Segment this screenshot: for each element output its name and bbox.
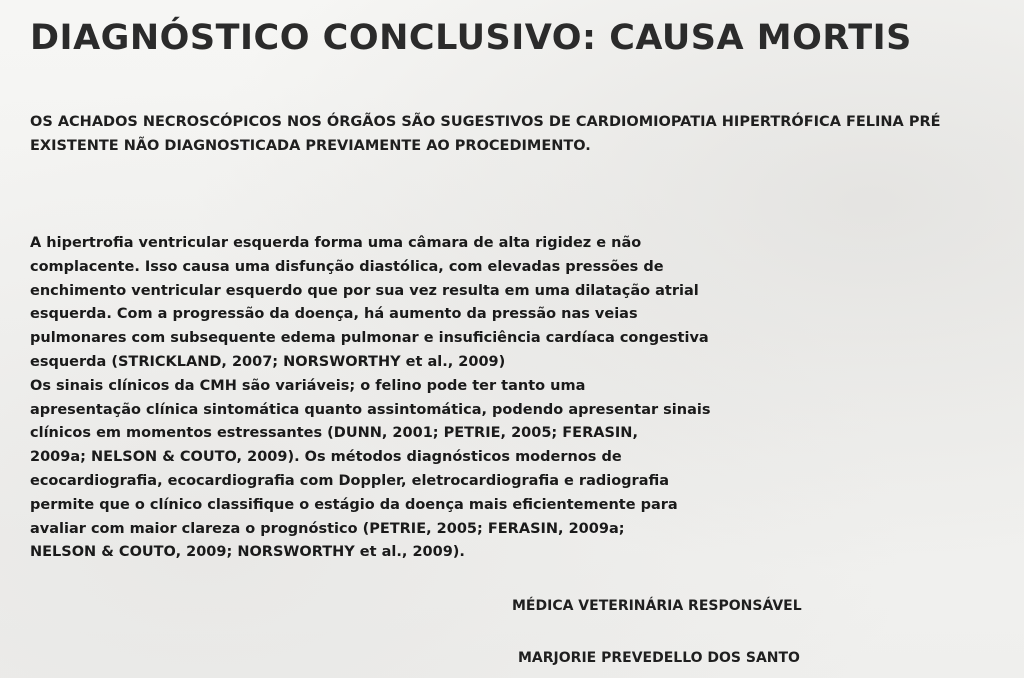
diagnosis-body bbox=[30, 232, 790, 565]
body-line: A hipertrofia ventricular esquerda forma uma câmara de alta rigidez e não bbox=[30, 235, 642, 251]
body-line: 2009a; NELSON & COUTO, 2009). Os métodos diagnósticos modernos de bbox=[30, 449, 622, 466]
signature-name: MARJORIE PREVEDELLO DOS SANTO bbox=[518, 650, 800, 666]
diagnosis-summary: OS ACHADOS NECROSCÓPICOS NOS ÓRGÃOS SÃO SUGESTIVOS DE CARDIOMIOPATIA HIPERTRÓFICA FELINA PRÉ EXISTENTE NÃO DIAGNOSTICADA PREVIAMENTE AO PROCEDIMENTO. bbox=[30, 114, 941, 154]
document-title: DIAGNÓSTICO CONCLUSIVO: CAUSA MORTIS bbox=[30, 18, 912, 58]
body-line: enchimento ventricular esquerdo que por sua vez resulta em uma dilatação atrial bbox=[30, 282, 699, 299]
body-line: apresentação clínica sintomática quanto assintomática, podendo apresentar sinais bbox=[30, 401, 711, 418]
signature-role: MÉDICA VETERINÁRIA RESPONSÁVEL bbox=[512, 598, 802, 614]
body-line: permite que o clínico classifique o estágio da doença mais eficientemente para bbox=[30, 496, 678, 513]
body-line: ecocardiografia, ecocardiografia com Doppler, eletrocardiografia e radiografia bbox=[30, 472, 670, 489]
body-line: complacente. Isso causa uma disfunção diastólica, com elevadas pressões de bbox=[30, 258, 664, 275]
body-line: esquerda. Com a progressão da doença, há aumento da pressão nas veias bbox=[30, 306, 638, 323]
body-line: esquerda (STRICKLAND, 2007; NORSWORTHY et al., 2009) bbox=[30, 353, 506, 370]
body-line: pulmonares com subsequente edema pulmonar e insuficiência cardíaca congestiva bbox=[30, 330, 709, 347]
body-line: Os sinais clínicos da CMH são variáveis; o felino pode ter tanto uma bbox=[30, 377, 586, 394]
body-line: avaliar com maior clareza o prognóstico (PETRIE, 2005; FERASIN, 2009a; bbox=[30, 520, 625, 537]
body-line: clínicos em momentos estressantes (DUNN, 2001; PETRIE, 2005; FERASIN, bbox=[30, 425, 638, 442]
body-line: NELSON & COUTO, 2009; NORSWORTHY et al., 2009). bbox=[30, 544, 465, 561]
